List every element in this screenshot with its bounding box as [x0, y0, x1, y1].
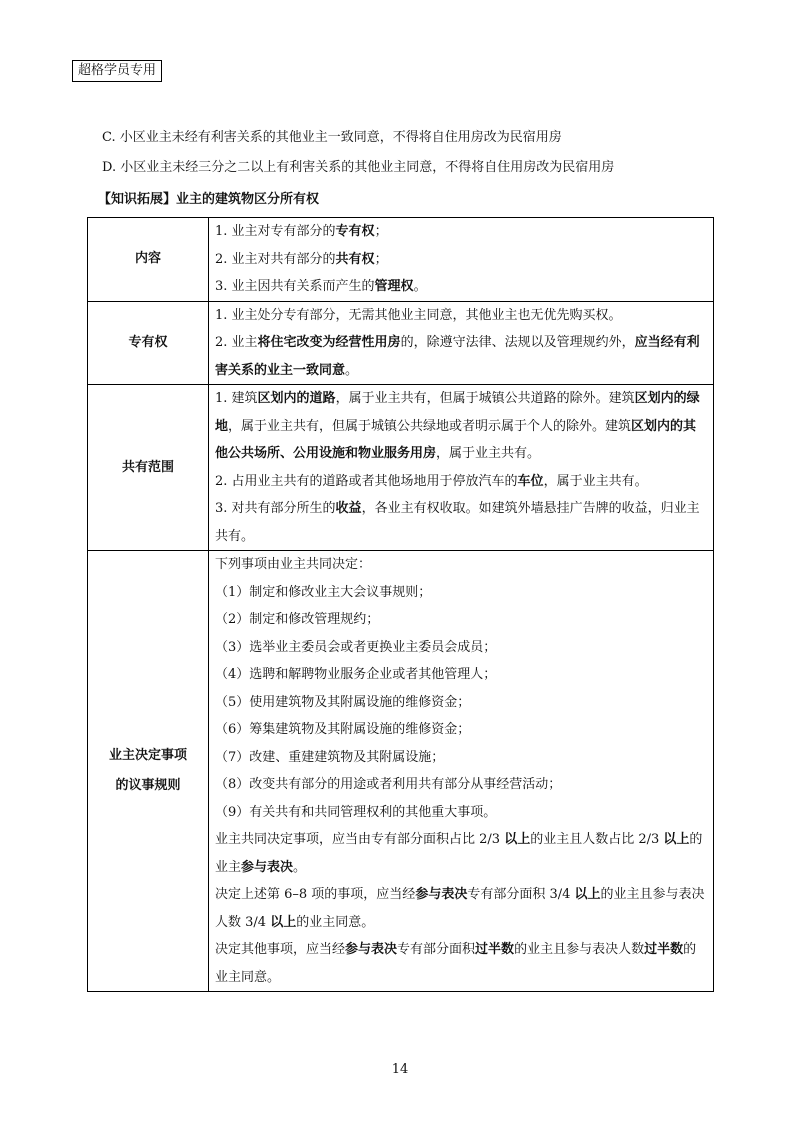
list-item: （5）使用建筑物及其附属设施的维修资金；	[215, 694, 471, 710]
row-body-decision	[209, 551, 714, 992]
exclusive-line-1: 1. 业主处分专有部分，无需其他业主同意，其他业主也无优先购买权。	[215, 307, 622, 323]
list-item: （2）制定和修改管理规约；	[215, 612, 380, 627]
decision-rule-1: 业主共同决定事项，应当由专有部分面积占比 2/3 以上的业主且人数占比 2/3 以上的业主参与表决。	[215, 832, 703, 875]
list-item: （9）有关共有和共同管理权利的其他重大事项。	[215, 804, 497, 820]
table-row-decision	[88, 551, 714, 992]
row-head-exclusive: 专有权	[88, 301, 209, 385]
common-para-1: 1. 建筑区划内的道路，属于业主共有，但属于城镇公共道路的除外。建筑区划内的绿地，属于业主共有，但属于城镇公共绿地或者明示属于个人的除外。建筑区划内的其他公共场所、公用设施和物业服务用房，属于业主共有。	[215, 391, 700, 461]
watermark-stamp: 超格学员专用	[72, 60, 162, 82]
list-item: （6）筹集建筑物及其附属设施的维修资金；	[215, 722, 471, 737]
extension-title: 【知识拓展】业主的建筑物区分所有权	[98, 192, 320, 207]
list-item: （4）选聘和解聘物业服务企业或者其他管理人；	[215, 667, 497, 682]
decision-intro: 下列事项由业主共同决定：	[215, 557, 372, 572]
list-item: （1）制定和修改业主大会议事规则；	[215, 584, 432, 600]
content-line-2: 2. 业主对共有部分的共有权；	[215, 251, 388, 267]
ownership-table	[87, 217, 714, 992]
content-line-3: 3. 业主因共有关系而产生的管理权。	[215, 279, 427, 294]
row-head-common: 共有范围	[88, 385, 209, 551]
list-item: （7）改建、重建建筑物及其附属设施；	[215, 749, 445, 765]
row-body-content	[209, 218, 714, 302]
content-line-1: 1. 业主对专有部分的专有权；	[215, 224, 388, 239]
table-row-exclusive	[88, 301, 714, 385]
row-head-content: 内容	[88, 218, 209, 302]
list-item: （8）改变共有部分的用途或者利用共有部分从事经营活动；	[215, 777, 562, 792]
option-d: D. 小区业主未经三分之二以上有利害关系的其他业主同意，不得将自住用房改为民宿用房	[102, 160, 615, 175]
option-c: C. 小区业主未经有利害关系的其他业主一致同意，不得将自住用房改为民宿用房	[102, 130, 562, 145]
decision-rule-3: 决定其他事项，应当经参与表决专有部分面积过半数的业主且参与表决人数过半数的业主同意。	[215, 942, 697, 985]
decision-head-line-2: 的议事规则	[115, 778, 181, 793]
decision-rule-2: 决定上述第 6–8 项的事项，应当经参与表决专有部分面积 3/4 以上的业主且参与表决人数 3/4 以上的业主同意。	[215, 887, 705, 930]
common-para-2: 2. 占用业主共有的道路或者其他场地用于停放汽车的车位，属于业主共有。	[215, 473, 648, 489]
page-number: 14	[391, 1062, 409, 1077]
exclusive-line-2: 2. 业主将住宅改变为经营性用房的，除遵守法律、法规以及管理规约外，应当经有利害关系的业主一致同意。	[215, 335, 700, 378]
row-body-common	[209, 385, 714, 551]
table-row-common	[88, 385, 714, 551]
table-row-content	[88, 218, 714, 302]
list-item: （3）选举业主委员会或者更换业主委员会成员；	[215, 639, 497, 655]
row-body-exclusive	[209, 301, 714, 385]
common-para-3: 3. 对共有部分所生的收益，各业主有权收取。如建筑外墙悬挂广告牌的收益，归业主共有。	[215, 501, 700, 544]
row-head-decision	[88, 551, 209, 992]
decision-head-line-1: 业主决定事项	[108, 748, 187, 763]
